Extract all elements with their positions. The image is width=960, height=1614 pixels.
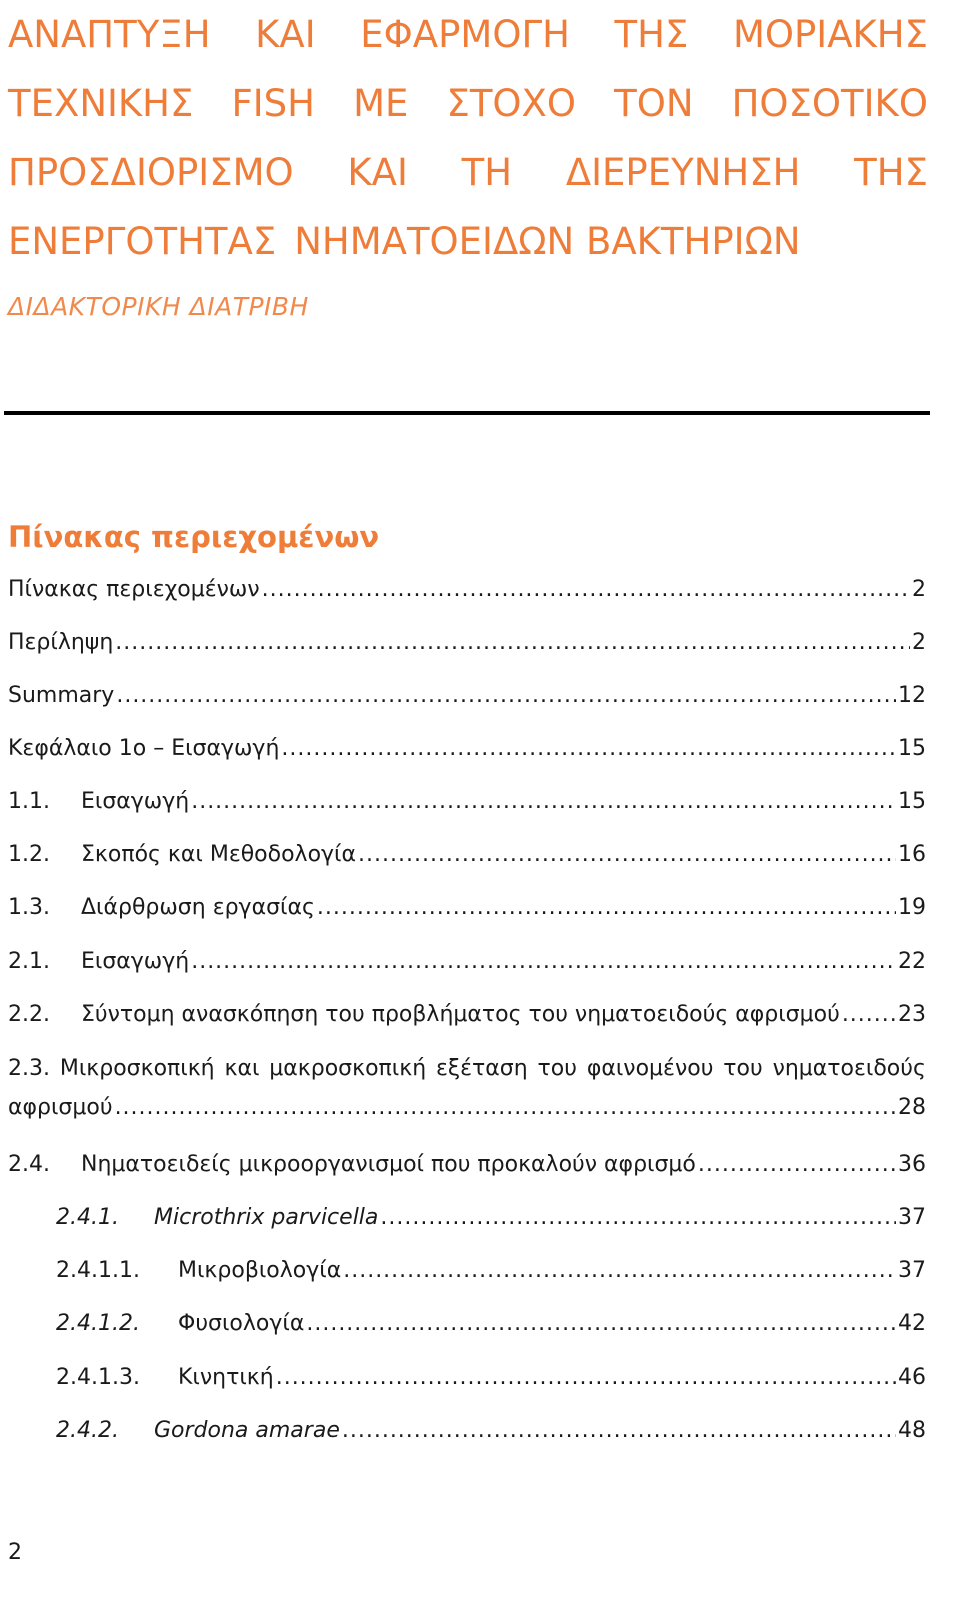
toc-leader-dots: [343, 1258, 896, 1283]
toc-entry-page: 48: [898, 1418, 926, 1443]
toc-entry-page: 19: [898, 895, 926, 920]
toc-entry-label: Εισαγωγή: [81, 949, 190, 974]
toc-entry[interactable]: [56, 1365, 926, 1390]
toc-entry[interactable]: [8, 1002, 926, 1027]
toc-entry-label: Νηματοειδείς μικροοργανισμοί που προκαλούν αφρισμό: [81, 1152, 696, 1177]
toc-entry-label: Πίνακας περιεχομένων: [8, 577, 260, 602]
toc-entry-word: του: [537, 1056, 577, 1081]
toc-entry-label: Φυσιολογία: [178, 1311, 305, 1336]
toc-leader-dots: [281, 736, 896, 761]
toc-entry-word: Μικροσκοπική: [59, 1056, 215, 1081]
toc-entry[interactable]: [8, 842, 926, 867]
toc-entry-line: [8, 1095, 926, 1120]
toc-entry[interactable]: [56, 1205, 926, 1230]
title-word: FISH: [231, 82, 315, 125]
toc-leader-dots: [191, 949, 896, 974]
toc-entry-number: 1.1.: [8, 789, 50, 814]
toc-entry-number: 2.1.: [8, 949, 50, 974]
toc-entry[interactable]: [8, 1056, 926, 1120]
document-subtitle: ΔΙΔΑΚΤΟΡΙΚΗ ΔΙΑΤΡΙΒΗ: [8, 292, 309, 321]
toc-entry-label: Κεφάλαιο 1ο – Εισαγωγή: [8, 736, 280, 761]
title-word: ΤΗΣ: [854, 151, 928, 194]
toc-entry[interactable]: [8, 949, 926, 974]
toc-entry[interactable]: [8, 683, 926, 708]
toc-heading: Πίνακας περιεχομένων: [8, 520, 380, 554]
title-line-2: [8, 69, 928, 138]
toc-entry-label: Διάρθρωση εργασίας: [81, 895, 315, 920]
toc-entry[interactable]: [8, 1152, 926, 1177]
toc-leader-dots: [317, 895, 896, 920]
toc-entry-word: του: [723, 1056, 763, 1081]
toc-entry[interactable]: [8, 630, 926, 655]
toc-entry-label: Μικροβιολογία: [178, 1258, 342, 1283]
toc-leader-dots: [262, 577, 910, 602]
toc-entry-number: 2.4.1.3.: [56, 1365, 140, 1390]
toc-entry-word: νηματοειδούς: [772, 1056, 926, 1081]
title-word: ΔΙΕΡΕΥΝΗΣΗ: [565, 151, 801, 194]
title-word: ΚΑΙ: [347, 151, 408, 194]
title-word: ΤΗ: [461, 151, 513, 194]
toc-entry-label: Σκοπός και Μεθοδολογία: [81, 842, 356, 867]
toc-entry-page: 23: [898, 1002, 926, 1027]
title-word: ΜΕ: [353, 82, 409, 125]
toc-entry-number: 1.3.: [8, 895, 50, 920]
toc-entry-page: 28: [898, 1095, 926, 1120]
toc-entry[interactable]: [56, 1418, 926, 1443]
toc-entry-word: φαινομένου: [586, 1056, 714, 1081]
toc-entry-page: 36: [898, 1152, 926, 1177]
toc-entry-number: 2.4.1.: [56, 1205, 119, 1230]
toc-entry-number: 1.2.: [8, 842, 50, 867]
page-number: 2: [8, 1540, 22, 1565]
toc-entry-line: [8, 1056, 926, 1081]
toc-leader-dots: [698, 1152, 896, 1177]
toc-entry-number: 2.2.: [8, 1002, 50, 1027]
title-word: ΜΟΡΙΑΚΗΣ: [732, 13, 928, 56]
toc-entry-number: 2.4.2.: [56, 1418, 119, 1443]
toc-entry[interactable]: [8, 736, 926, 761]
title-word: ΣΤΟΧΟ: [446, 82, 577, 125]
toc-entry-number: 2.4.: [8, 1152, 50, 1177]
toc-leader-dots: [342, 1418, 896, 1443]
title-line-4: [8, 207, 928, 276]
toc-entry-page: 2: [912, 577, 926, 602]
toc-entry-page: 37: [898, 1258, 926, 1283]
title-word: ΤΕΧΝΙΚΗΣ: [8, 82, 194, 125]
toc-leader-dots: [358, 842, 896, 867]
title-word: ΑΝΑΠΤΥΞΗ: [8, 13, 211, 56]
toc-entry-label: Summary: [8, 683, 115, 708]
toc-entry-page: 42: [898, 1311, 926, 1336]
toc-entry-label: Κινητική: [178, 1365, 274, 1390]
toc-entry-label: Σύντομη ανασκόπηση του προβλήματος του νηματοειδούς αφρισμού: [81, 1002, 840, 1027]
toc-entry-word: εξέταση: [436, 1056, 528, 1081]
toc-entry[interactable]: [56, 1258, 926, 1283]
toc-entry-number: 2.4.1.2.: [56, 1311, 140, 1336]
title-line-3: [8, 138, 928, 207]
title-word: ΤΟΝ: [614, 82, 694, 125]
toc-entry-number: 2.3.: [8, 1056, 50, 1081]
toc-leader-dots: [306, 1311, 896, 1336]
toc-entry[interactable]: [8, 577, 926, 602]
toc-entry-page: 16: [898, 842, 926, 867]
toc-leader-dots: [115, 630, 910, 655]
toc-leader-dots: [380, 1205, 896, 1230]
toc-entry-page: 2: [912, 630, 926, 655]
toc-entry-number: 2.4.1.1.: [56, 1258, 140, 1283]
toc-entry-label: Περίληψη: [8, 630, 114, 655]
toc-leader-dots: [842, 1002, 896, 1027]
toc-leader-dots: [191, 789, 896, 814]
toc-leader-dots: [276, 1365, 896, 1390]
toc-entry-label: Εισαγωγή: [81, 789, 190, 814]
toc-entry-word: μακροσκοπική: [269, 1056, 427, 1081]
toc-entry-label: Gordona amarae: [154, 1418, 340, 1443]
document-title: [8, 0, 928, 276]
title-line-1: [8, 0, 928, 69]
toc-entry-page: 22: [898, 949, 926, 974]
toc-entry[interactable]: [8, 895, 926, 920]
toc-entry-word: και: [224, 1056, 260, 1081]
toc-entry-page: 37: [898, 1205, 926, 1230]
title-word: ΚΑΙ: [255, 13, 316, 56]
toc-entry-page: 12: [898, 683, 926, 708]
toc-entry[interactable]: [56, 1311, 926, 1336]
toc-entry-label: Microthrix parvicella: [154, 1205, 379, 1230]
title-word: ΤΗΣ: [614, 13, 689, 56]
title-word: ΠΟΣΟΤΙΚΟ: [731, 82, 928, 125]
toc-leader-dots: [116, 683, 896, 708]
title-word: ΝΗΜΑΤΟΕΙΔΩΝ ΒΑΚΤΗΡΙΩΝ: [294, 220, 801, 263]
horizontal-divider: [4, 411, 930, 415]
toc-entry[interactable]: [8, 789, 926, 814]
title-word: ΕΝΕΡΓΟΤΗΤΑΣ: [8, 220, 277, 263]
title-word: ΕΦΑΡΜΟΓΗ: [360, 13, 570, 56]
toc-entry-page: 15: [898, 789, 926, 814]
toc-leader-dots: [115, 1095, 896, 1120]
title-word: ΠΡΟΣΔΙΟΡΙΣΜΟ: [8, 151, 294, 194]
toc-entry-page: 46: [898, 1365, 926, 1390]
toc-entry-label: αφρισμού: [8, 1095, 113, 1120]
toc-entry-page: 15: [898, 736, 926, 761]
